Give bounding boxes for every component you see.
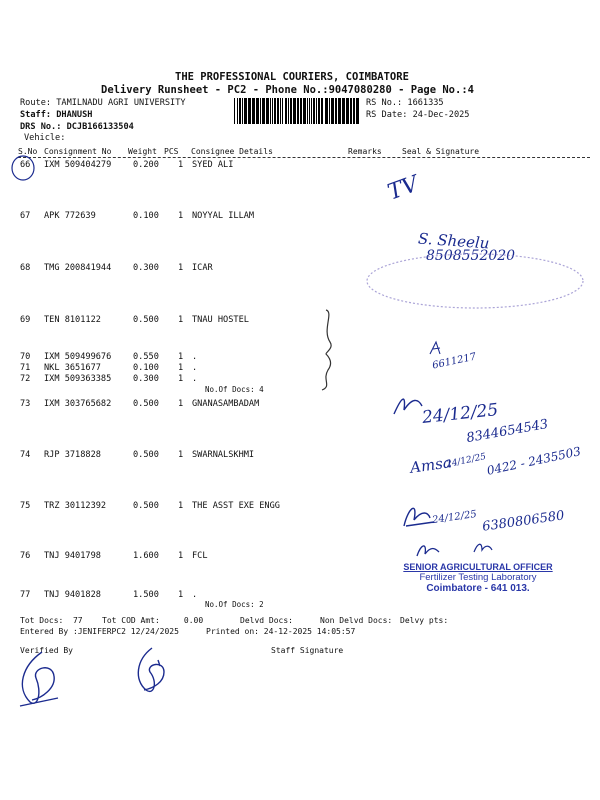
table-row [20, 352, 580, 363]
handwriting-r67-phone: 8508552020 [426, 248, 516, 264]
row-weight: 0.500 [133, 450, 159, 460]
table-row [20, 211, 580, 222]
barcode-bar [303, 98, 306, 124]
row-consignee: . [192, 363, 198, 373]
barcode-bar [282, 98, 283, 124]
staff-signature [128, 646, 176, 704]
row-consignee: NOYYAL ILLAM [192, 211, 255, 221]
delivery-points: Delvy pts: [400, 616, 449, 625]
docs-count-group1: No.Of Docs: 4 [205, 385, 264, 394]
row-consignment-no: TMG 200841944 [44, 263, 112, 273]
row-consignee: SYED ALI [192, 160, 234, 170]
row-sno: 66 [20, 160, 31, 170]
row-consignment-no: IXM 509404279 [44, 160, 112, 170]
barcode-bar [350, 98, 352, 124]
row-weight: 0.100 [133, 211, 159, 221]
signature-r70-initial [428, 340, 448, 358]
row-pcs: 1 [178, 501, 184, 511]
staff-label: Staff: DHANUSH [20, 110, 93, 120]
verifier-signature [12, 648, 68, 716]
handwriting-r75-phone: 6380806580 [481, 508, 566, 535]
row-weight: 0.100 [133, 363, 159, 373]
row-pcs: 1 [178, 450, 184, 460]
verified-by-label: Verified By [20, 646, 73, 655]
row-pcs: 1 [178, 363, 184, 373]
barcode-bar [237, 98, 238, 124]
row-consignee: GNANASAMBADAM [192, 399, 260, 409]
row-consignee: FCL [192, 551, 208, 561]
rs-date: RS Date: 24-Dec-2025 [366, 110, 470, 120]
officer-signature [472, 540, 494, 556]
row-weight: 0.300 [133, 263, 159, 273]
col-sno: S.No [18, 147, 38, 156]
barcode-bar [338, 98, 341, 124]
row-pcs: 1 [178, 399, 184, 409]
barcode-bar [329, 98, 330, 124]
barcode-bar [239, 98, 241, 124]
table-row [20, 551, 580, 562]
docs-count-group2: No.Of Docs: 2 [205, 600, 264, 609]
rs-number: RS No.: 1661335 [366, 98, 444, 108]
row-sno: 76 [20, 551, 31, 561]
stamp-line2: Fertilizer Testing Laboratory [419, 572, 537, 583]
company-title: THE PROFESSIONAL COURIERS, COIMBATORE [175, 71, 409, 83]
row-pcs: 1 [178, 263, 184, 273]
col-pcs: PCS [164, 147, 179, 156]
staff-signature-label: Staff Signature [271, 646, 344, 655]
row-sno: 72 [20, 374, 31, 384]
row-consignee: ICAR [192, 263, 213, 273]
delivered-docs: Delvd Docs: [240, 616, 293, 625]
row-sno: 67 [20, 211, 31, 221]
row-consignment-no: TNJ 9401798 [44, 551, 101, 561]
barcode-bar [293, 98, 296, 124]
barcode-bar [353, 98, 355, 124]
row-consignment-no: IXM 303765682 [44, 399, 112, 409]
col-consignment: Consignment No [44, 147, 112, 156]
row-sno: 69 [20, 315, 31, 325]
barcode-bar [248, 98, 251, 124]
row-sno: 68 [20, 263, 31, 273]
barcode-bar [242, 98, 243, 124]
handwriting-r73-phone: 8344654543 [465, 416, 550, 447]
total-cod: Tot COD Amt: 0.00 [102, 616, 204, 625]
barcode-bar [280, 98, 281, 124]
barcode-bar [331, 98, 334, 124]
header-rule [18, 157, 590, 158]
barcode-bar [274, 98, 276, 124]
barcode-bar [321, 98, 323, 124]
row-consignment-no: TEN 8101122 [44, 315, 101, 325]
row-weight: 0.300 [133, 374, 159, 384]
row-consignment-no: IXM 509499676 [44, 352, 112, 362]
barcode-bar [309, 98, 310, 124]
row-sno: 73 [20, 399, 31, 409]
row-consignment-no: TNJ 9401828 [44, 590, 101, 600]
table-row [20, 315, 580, 326]
row-weight: 1.600 [133, 551, 159, 561]
row-pcs: 1 [178, 160, 184, 170]
barcode-bar [290, 98, 292, 124]
row-sno: 71 [20, 363, 31, 373]
barcode-bar [266, 98, 269, 124]
row-weight: 0.200 [133, 160, 159, 170]
col-weight: Weight [128, 147, 157, 156]
barcode-bar [342, 98, 345, 124]
handwriting-r70-num: 6611217 [431, 351, 478, 372]
row-consignee: TNAU HOSTEL [192, 315, 249, 325]
route-label: Route: TAMILNADU AGRI UNIVERSITY [20, 98, 186, 108]
non-delivered-docs: Non Delvd Docs: [320, 616, 393, 625]
handwriting-r67-name: S. Sheelu [417, 229, 490, 253]
row-weight: 0.500 [133, 399, 159, 409]
row-pcs: 1 [178, 590, 184, 600]
row-pcs: 1 [178, 551, 184, 561]
sno-circle [10, 154, 36, 182]
stamp-ellipse [364, 250, 586, 312]
row-weight: 0.500 [133, 501, 159, 511]
row-sno: 70 [20, 352, 31, 362]
drs-number: DRS No.: DCJB166133504 [20, 122, 134, 132]
barcode-bar [285, 98, 287, 124]
row-consignment-no: RJP 3718828 [44, 450, 101, 460]
barcode-bar [307, 98, 308, 124]
barcode [234, 98, 362, 124]
row-pcs: 1 [178, 352, 184, 362]
barcode-bar [300, 98, 302, 124]
table-row [20, 160, 580, 171]
signature-r76 [415, 540, 443, 560]
curly-brace [318, 308, 338, 392]
barcode-bar [311, 98, 312, 124]
col-consignee: Consignee Details [191, 147, 273, 156]
row-consignee: . [192, 590, 198, 600]
row-pcs: 1 [178, 374, 184, 384]
handwriting-r66: TV [384, 171, 422, 206]
barcode-bar [297, 98, 299, 124]
stamp-line3: Coimbatore - 641 013. [426, 583, 530, 594]
table-row [20, 363, 580, 374]
barcode-bar [256, 98, 259, 124]
row-pcs: 1 [178, 315, 184, 325]
barcode-bar [316, 98, 317, 124]
handwriting-r74-name: Amsa [408, 453, 453, 477]
entered-by: Entered By :JENIFERPC2 12/24/2025 [20, 627, 179, 636]
handwriting-r74-date: 24/12/25 [445, 451, 488, 471]
handwriting-r75-date: 24/12/25 [431, 508, 478, 527]
row-pcs: 1 [178, 211, 184, 221]
barcode-bar [313, 98, 315, 124]
row-consignee: THE ASST EXE ENGG [192, 501, 280, 511]
signature-r73 [392, 392, 432, 422]
table-row [20, 501, 580, 512]
row-consignee: SWARNALSKHMI [192, 450, 255, 460]
barcode-bar [262, 98, 265, 124]
stamp-line1: SENIOR AGRICULTURAL OFFICER [403, 562, 553, 572]
col-seal: Seal & Signature [402, 147, 480, 156]
row-consignee: . [192, 374, 198, 384]
handwriting-r73-date: 24/12/25 [421, 400, 500, 428]
vehicle-label: Vehicle: [24, 133, 66, 143]
barcode-bar [346, 98, 349, 124]
row-weight: 0.550 [133, 352, 159, 362]
barcode-bar [272, 98, 273, 124]
signature-r75 [400, 498, 436, 532]
table-row [20, 450, 580, 461]
barcode-bar [277, 98, 279, 124]
row-consignment-no: TRZ 30112392 [44, 501, 107, 511]
row-consignee: . [192, 352, 198, 362]
barcode-bar [356, 98, 359, 124]
runsheet-title: Delivery Runsheet - PC2 - Phone No.:9047080280 - Page No.:4 [101, 84, 474, 96]
row-consignment-no: NKL 3651677 [44, 363, 101, 373]
row-weight: 0.500 [133, 315, 159, 325]
row-sno: 74 [20, 450, 31, 460]
table-row [20, 374, 580, 385]
barcode-bar [244, 98, 247, 124]
row-consignment-no: IXM 509363385 [44, 374, 112, 384]
barcode-bar [288, 98, 289, 124]
barcode-bar [325, 98, 328, 124]
row-sno: 75 [20, 501, 31, 511]
barcode-bar [335, 98, 337, 124]
total-docs: Tot Docs: 77 [20, 616, 83, 625]
row-sno: 77 [20, 590, 31, 600]
officer-stamp [398, 562, 558, 594]
barcode-bar [234, 98, 235, 124]
printed-on: Printed on: 24-12-2025 14:05:57 [206, 627, 356, 636]
row-consignment-no: APK 772639 [44, 211, 96, 221]
handwriting-r74-phone: 0422 - 2435503 [485, 444, 583, 478]
barcode-bar [252, 98, 255, 124]
col-remarks: Remarks [348, 147, 382, 156]
barcode-bar [318, 98, 320, 124]
barcode-bar [260, 98, 261, 124]
column-headers [18, 147, 588, 157]
barcode-bar [270, 98, 271, 124]
row-weight: 1.500 [133, 590, 159, 600]
